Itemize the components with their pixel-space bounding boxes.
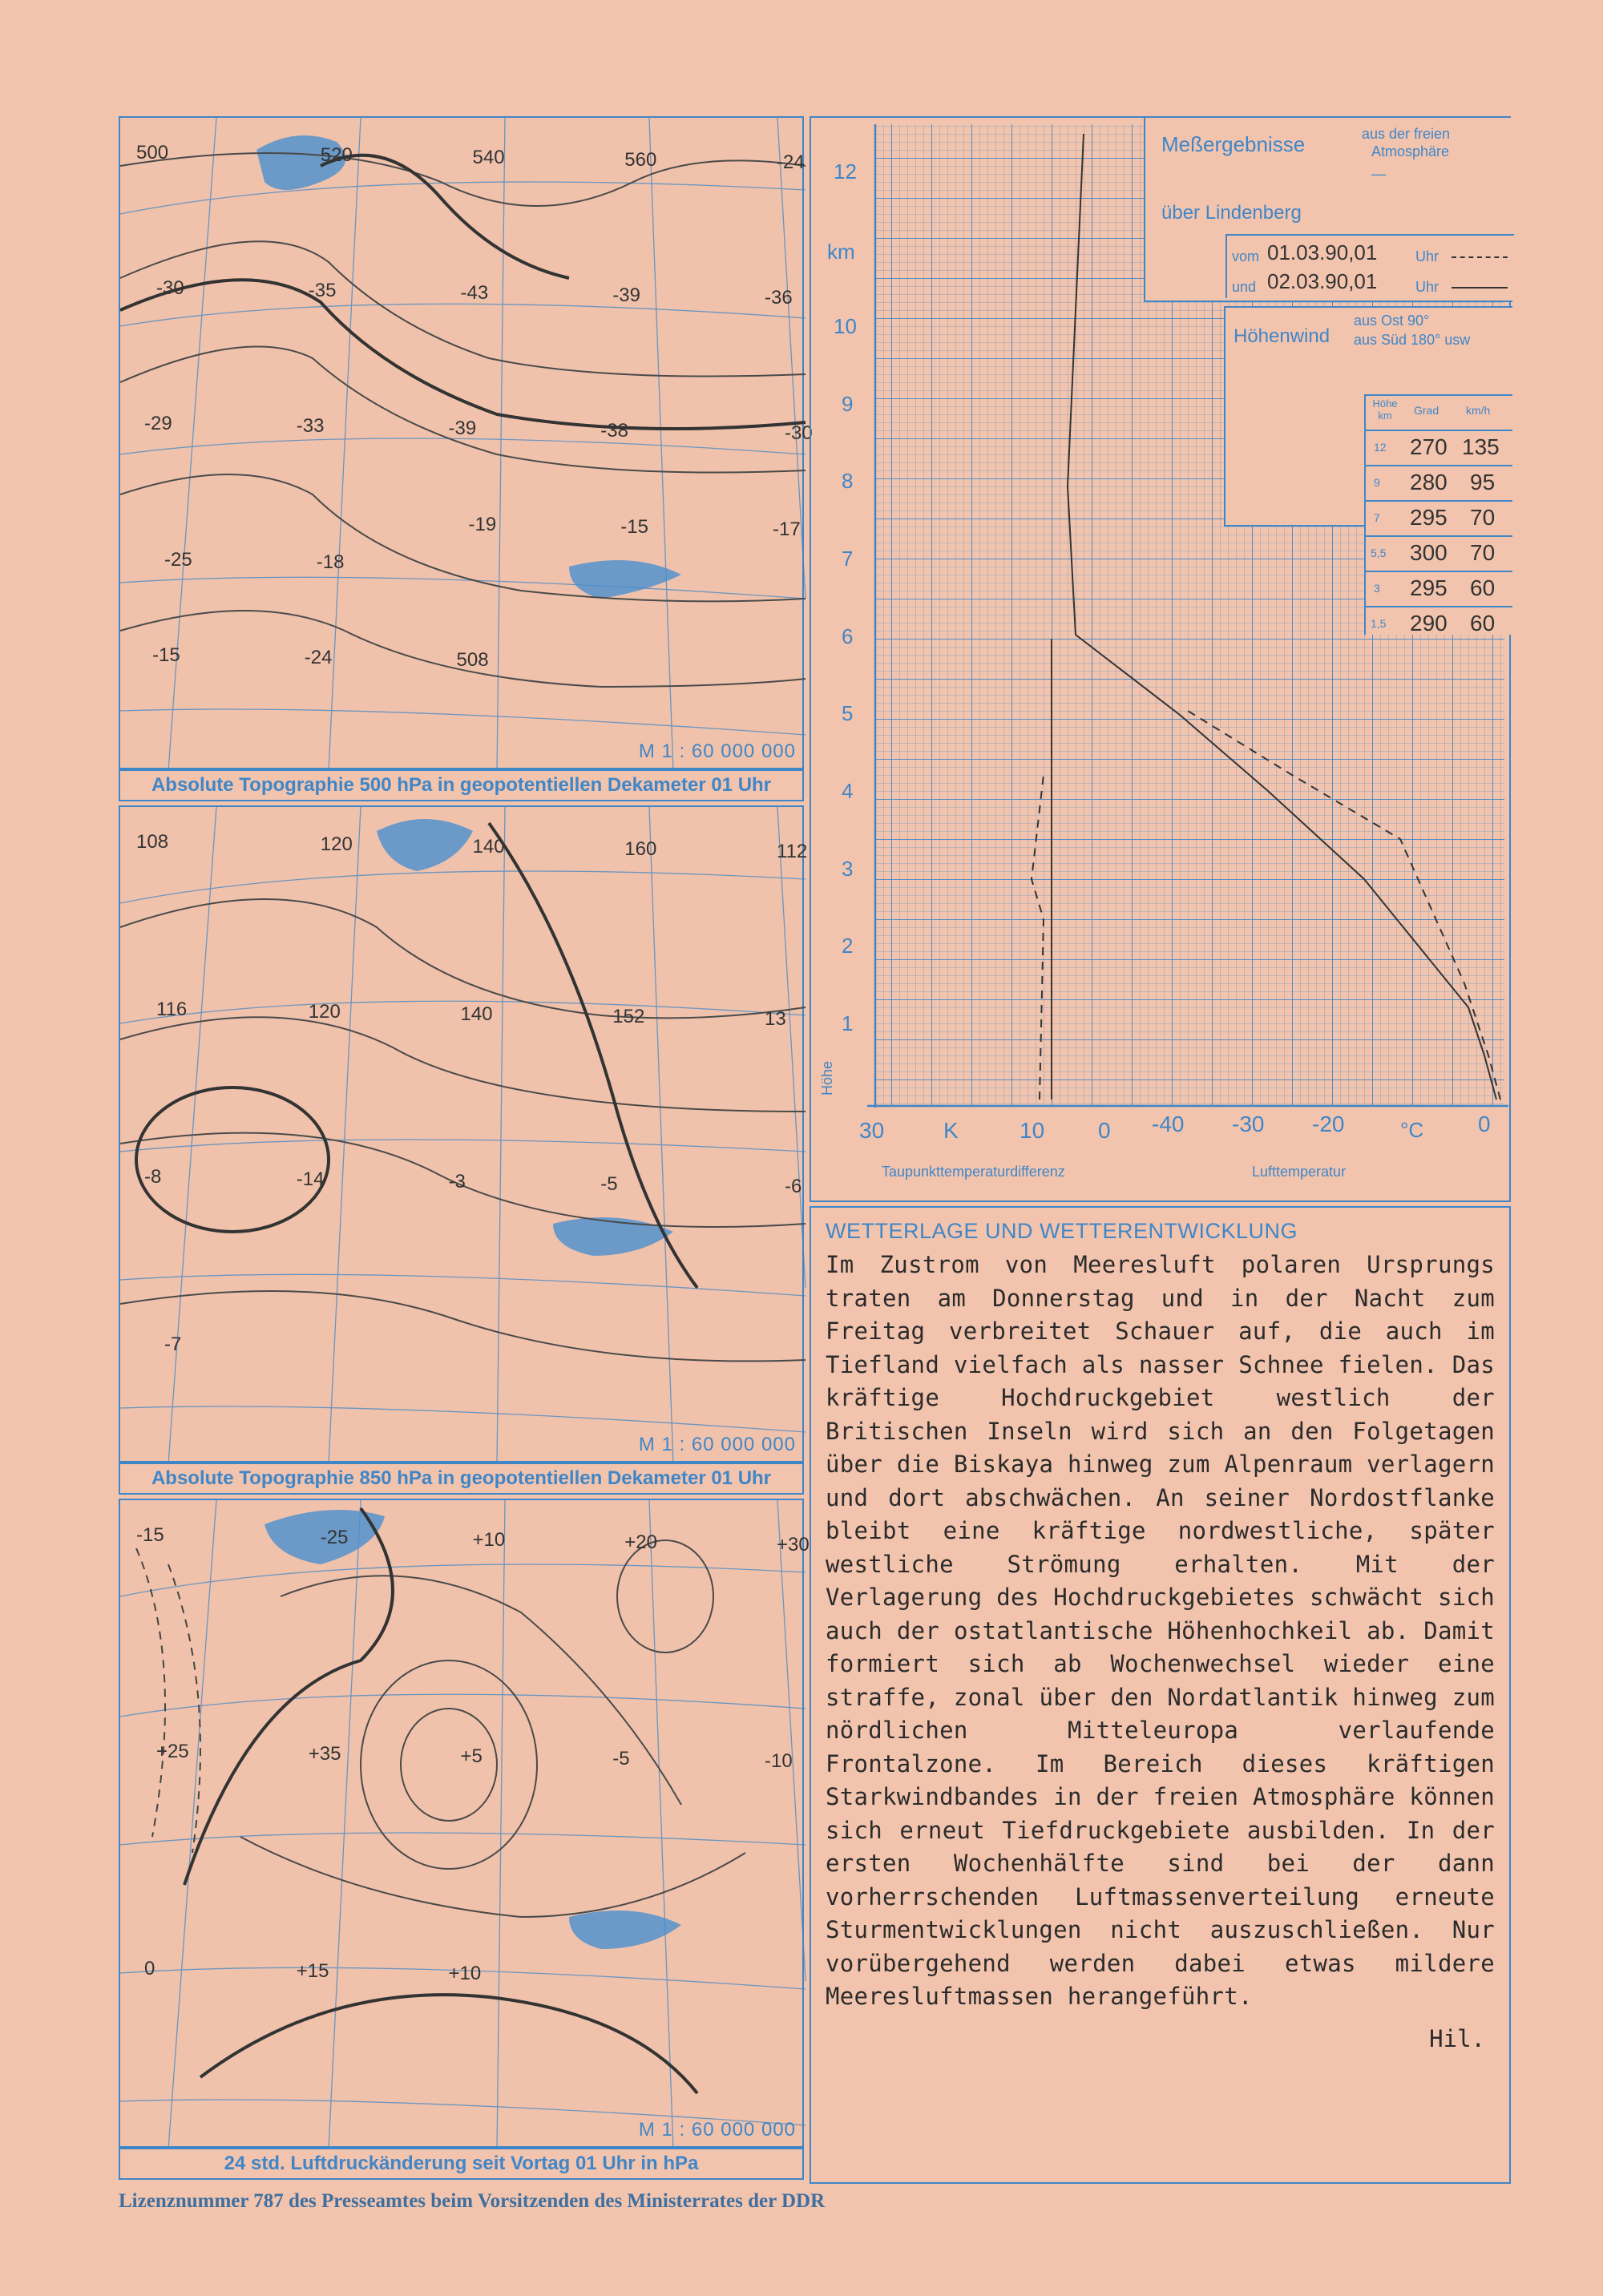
contour-label: -24 [304,646,333,668]
wind-height: 5,5 [1371,547,1387,559]
contour-label: -5 [600,1173,618,1195]
map-pressure-change-drawing [120,1500,806,2149]
wind-row [1366,500,1512,535]
y-tick: 1 [842,1011,854,1035]
wind-height: 1,5 [1371,617,1387,630]
station-label: über Lindenberg [1161,202,1302,224]
date-box [1225,234,1514,298]
measurement-legend [1144,118,1512,302]
wind-row [1366,430,1512,465]
measurement-dash: — [1371,166,1386,182]
license-footer: Lizenznummer 787 des Presseamtes beim Vorsitzenden des Ministerrates der DDR [119,2190,826,2212]
wind-speed: 70 [1470,540,1496,565]
km-label: km [827,240,855,264]
contour-label: -30 [156,277,184,300]
map-scale: M 1 : 60 000 000 [638,740,796,762]
sounding-diagram [810,116,1511,1202]
contour-label: -18 [316,551,345,573]
contour-label: 560 [624,149,657,171]
x-axis-label-right: Lufttemperatur [1252,1164,1347,1180]
und-date: 02.03.90,01 [1267,269,1378,293]
vom-date: 01.03.90,01 [1267,240,1378,264]
contour-label: +35 [308,1743,341,1765]
contour-label: -33 [296,415,325,438]
wind-direction: 295 [1410,505,1448,530]
wind-table [1364,394,1512,635]
wind-direction: 295 [1410,575,1448,600]
wind-direction: 270 [1410,434,1448,459]
x-tick: -40 [1152,1112,1185,1136]
map-500hpa-drawing [120,118,806,771]
x-tick: 30 [859,1118,885,1143]
wind-title: Höhenwind [1234,325,1330,347]
contour-label: 500 [136,142,169,163]
contour-label: -19 [468,513,497,535]
contour-label: 120 [308,1001,341,1023]
contour-label: 112 [777,841,808,862]
contour-label: -6 [785,1176,802,1197]
contour-label: 108 [136,831,169,853]
y-tick: 8 [842,469,854,493]
contour-label: -29 [144,413,172,435]
wind-rows [1366,430,1512,641]
wind-direction: 290 [1410,611,1448,636]
wind-header-speed: km/h [1466,404,1491,417]
contour-label: -15 [620,515,648,538]
map-500hpa [119,116,813,769]
x-tick: 0 [1478,1112,1491,1136]
wind-east: aus Ost 90° [1354,313,1430,329]
map-scale: M 1 : 60 000 000 [638,1434,796,1455]
x-tick: °C [1400,1118,1424,1142]
contour-label: -15 [136,1524,164,1546]
hoehe-label: Höhe [819,1060,835,1096]
contour-label: 540 [472,147,505,168]
map-scale: M 1 : 60 000 000 [638,2119,796,2141]
weather-body: Im Zustrom von Meeresluft polaren Ursprungs traten am Donnerstag und in der Nacht zum Freitag verbreitet Schauer auf, die auch im Tiefland vielfach als nasser Schnee fielen. Das kräftige Hochdruckgebiet westlich der Britischen Inseln wird sich an den Folgetagen über die Biskaya hinweg zum Alpenraum verlagern und dort abschwächen. An seiner Nordostflanke bleibt eine kräftige nordwestliche, später westliche Strömung erhalten. Mit der Verlagerung des Hochdruckgebietes schwächt sich auch der ostatlantische Höhenhochkeil ab. Damit formiert sich ab Wochenwechsel wieder eine straffe, zonal über den Nordatlantik hinweg zum nördlichen Mitteleuropa verlaufende Frontalzone. Im Bereich dieses kräftigen Starkwindbandes in der freien Atmosphäre können sich erneut Tiefdruckgebiete ausbilden. In der ersten Wochenhälfte sind bei der dann vorherrschenden Luftmassenverteilung erneute Sturmentwicklungen nicht auszuschließen. Nur vorübergehend werden dabei etwas mildere Meeresluftmassen herangeführt. [826,1251,1495,2010]
contour-label: -15 [152,644,180,666]
contour-label: +20 [624,1531,657,1553]
wind-height: 3 [1374,582,1380,595]
y-tick: 6 [842,624,854,648]
map-850hpa [119,805,808,1463]
x-tick: -30 [1232,1112,1265,1136]
contour-label: -43 [460,282,489,305]
y-tick: 7 [842,547,854,571]
map-caption: Absolute Topographie 500 hPa in geopotentiellen Dekameter 01 Uhr [119,769,804,801]
contour-label: +10 [448,1962,482,1984]
contour-label: -25 [320,1527,349,1548]
contour-label: -38 [600,420,628,442]
contour-label: +10 [472,1529,506,1551]
map-caption: 24 std. Luftdruckänderung seit Vortag 01 Uhr in hPa [119,2148,804,2180]
contour-label: -14 [296,1168,325,1190]
map-pressure-change [119,1499,810,2148]
contour-label: 116 [156,999,188,1020]
wind-height: 12 [1374,441,1387,454]
contour-label: +30 [777,1534,810,1556]
y-tick: 4 [842,779,854,803]
contour-label: -17 [773,518,801,540]
dashed-line-key [1452,256,1508,258]
wind-header-deg: Grad [1414,404,1439,417]
wind-speed: 60 [1470,575,1496,600]
wind-header-height: Höhe km [1372,397,1398,422]
wind-row [1366,465,1512,500]
map-850hpa-drawing [120,807,806,1464]
contour-label: 520 [320,144,353,166]
wind-speed: 60 [1470,611,1496,636]
contour-label: -36 [765,287,793,309]
contour-label: -39 [448,418,477,440]
contour-label: 140 [460,1003,493,1025]
contour-label: 120 [320,833,353,855]
contour-label: 13 [765,1008,786,1030]
wind-row [1366,535,1512,571]
weather-signature: Hil. [1429,2024,1485,2052]
wind-height: 9 [1374,476,1380,489]
solid-line-key [1452,287,1508,289]
vom-prefix: vom [1232,248,1260,264]
und-uhr: Uhr [1415,279,1439,295]
x-tick: 10 [1020,1118,1045,1143]
x-tick: K [943,1118,959,1143]
x-tick: 0 [1098,1118,1111,1143]
contour-label: -5 [612,1748,630,1770]
weather-title: WETTERLAGE UND WETTERENTWICKLUNG [826,1219,1298,1243]
wind-speed: 95 [1470,470,1496,494]
vom-uhr: Uhr [1415,248,1439,264]
contour-label: -10 [765,1750,793,1773]
contour-label: +15 [296,1959,329,1982]
wind-speed: 70 [1470,505,1496,530]
y-tick: 2 [842,934,854,958]
contour-label: +25 [156,1741,189,1763]
contour-label: -3 [448,1171,466,1192]
contour-label: +5 [460,1745,483,1768]
contour-label: 0 [144,1957,155,1979]
contour-label: -7 [164,1334,182,1355]
contour-label: -30 [785,422,813,445]
contour-label: 508 [456,648,489,671]
y-tick: 12 [834,159,857,184]
measurement-subtitle-free: aus der freien [1362,126,1451,142]
y-tick: 5 [842,701,854,725]
contour-label: -39 [612,284,640,307]
measurement-title: Meßergebnisse [1161,132,1306,156]
contour-label: 152 [612,1006,645,1027]
map-caption: Absolute Topographie 850 hPa in geopotentiellen Dekameter 01 Uhr [119,1463,804,1495]
contour-label: -24 [777,151,805,173]
x-axis-label-left: Taupunkttemperaturdifferenz [882,1164,1065,1180]
y-tick: 3 [842,857,854,881]
wind-row [1366,606,1512,641]
contour-label: -25 [164,548,192,571]
wind-direction: 280 [1410,470,1448,494]
contour-label: -8 [144,1166,162,1188]
und-prefix: und [1232,279,1257,295]
weather-text-panel [810,1206,1511,2184]
wind-direction: 300 [1410,540,1448,565]
x-tick: -20 [1312,1112,1345,1136]
contour-label: 160 [624,838,657,860]
measurement-subtitle-atm: Atmosphäre [1371,143,1450,159]
wind-speed: 135 [1462,434,1500,459]
wind-south: aus Süd 180° usw [1354,332,1471,348]
y-tick: 10 [834,314,857,338]
wind-height: 7 [1374,511,1380,524]
y-tick: 9 [842,392,854,416]
wind-row [1366,571,1512,606]
contour-label: 140 [472,836,505,857]
contour-label: -35 [308,280,337,302]
